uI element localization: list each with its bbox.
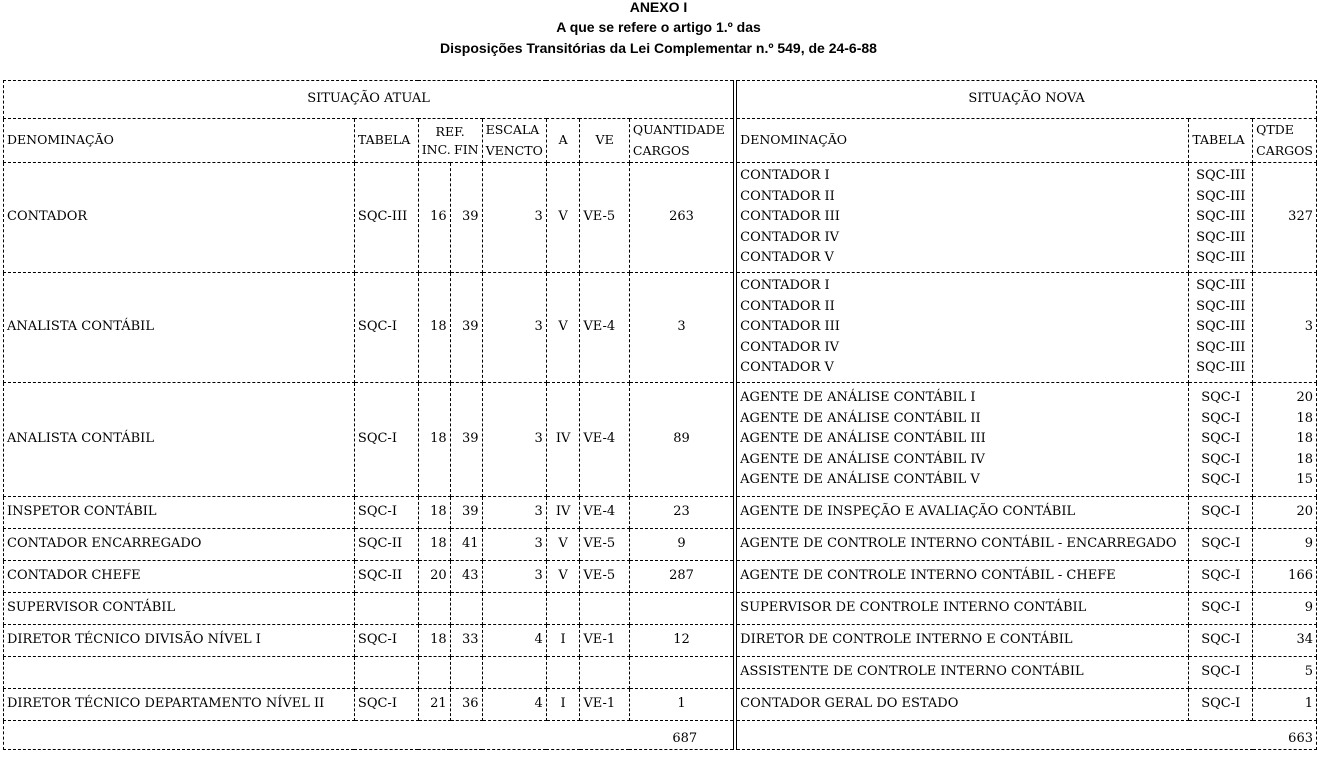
table-row [4, 497, 1317, 529]
cell-denominacao-nova [735, 273, 1189, 383]
cell-escala-vencto: 3 [482, 163, 546, 273]
cell-ve: VE-5 [580, 163, 630, 273]
cell-tabela-nova: SQC-I [1189, 497, 1253, 529]
col-escala-vencto [482, 119, 546, 163]
total-nova: 663 [735, 721, 1316, 750]
new-denominacao-item: CONTADOR IV [740, 339, 840, 355]
cell-denominacao-atual: CONTADOR ENCARREGADO [4, 529, 355, 561]
col-qtde-cargos [1253, 119, 1317, 163]
cell-ve: VE-5 [580, 529, 630, 561]
cell-qtde-nova: 34 [1253, 625, 1317, 657]
new-denominacao-item: AGENTE DE ANÁLISE CONTÁBIL II [740, 410, 981, 426]
col-cargos-nova: CARGOS [1256, 142, 1313, 158]
cell-ref-inc: 21 [418, 689, 450, 721]
cell-tabela-atual: SQC-III [354, 163, 418, 273]
new-tabela-item: SQC-III [1196, 168, 1246, 184]
new-tabela-item: SQC-III [1196, 298, 1246, 314]
cell-ref-inc: 18 [418, 529, 450, 561]
cell-tabela-atual: SQC-I [354, 273, 418, 383]
cell-qtde-nova [1253, 383, 1317, 497]
new-denominacao-item: AGENTE DE ANÁLISE CONTÁBIL I [740, 390, 976, 406]
col-quantidade: QUANTIDADE [632, 122, 725, 137]
col-tabela-atual: TABELA [354, 119, 418, 163]
cell-denominacao-atual: ANALISTA CONTÁBIL [4, 273, 355, 383]
new-denominacao-item: CONTADOR I [740, 168, 830, 184]
col-denominacao-nova: DENOMINAÇÃO [735, 119, 1189, 163]
cell-denominacao-atual: CONTADOR CHEFE [4, 561, 355, 593]
cell-quantidade: 12 [629, 625, 735, 657]
cell-tabela-nova: SQC-I [1189, 561, 1253, 593]
cell-ve: VE-4 [580, 383, 630, 497]
cell-tabela-atual: SQC-I [354, 689, 418, 721]
cell-quantidade: 287 [629, 561, 735, 593]
cell-tabela-nova [1189, 383, 1253, 497]
cell-tabela-atual: SQC-I [354, 497, 418, 529]
cell-escala-vencto: 3 [482, 497, 546, 529]
table-row [4, 593, 1317, 625]
cell-ref-fin: 33 [450, 625, 482, 657]
new-denominacao-item: CONTADOR I [740, 278, 830, 294]
new-qtde-item: 18 [1296, 431, 1313, 447]
cell-denominacao-atual: DIRETOR TÉCNICO DIVISÃO NÍVEL I [4, 625, 355, 657]
cell-tabela-nova: SQC-I [1189, 625, 1253, 657]
cell-escala-vencto: 4 [482, 625, 546, 657]
table-row [4, 383, 1317, 497]
new-denominacao-item: CONTADOR II [740, 298, 835, 314]
cell-qtde-nova: 20 [1253, 497, 1317, 529]
new-tabela-item: SQC-III [1196, 209, 1246, 225]
annex-subtitle: A que se refere o artigo 1.º das [556, 19, 761, 35]
total-atual: 687 [4, 721, 736, 750]
cell-ref-fin [450, 657, 482, 689]
col-tabela-nova: TABELA [1189, 119, 1253, 163]
cell-a: V [546, 529, 580, 561]
cell-ref-fin: 36 [450, 689, 482, 721]
cell-tabela-nova [1189, 163, 1253, 273]
new-denominacao-item: AGENTE DE ANÁLISE CONTÁBIL IV [740, 451, 985, 467]
new-denominacao-item: AGENTE DE ANÁLISE CONTÁBIL V [740, 472, 980, 488]
cell-tabela-atual: SQC-I [354, 383, 418, 497]
col-ref-label: REF. [435, 123, 465, 139]
cell-denominacao-nova: AGENTE DE CONTROLE INTERNO CONTÁBIL - CHEFE [735, 561, 1189, 593]
cell-tabela-nova: SQC-I [1189, 593, 1253, 625]
cell-qtde-nova: 327 [1253, 163, 1317, 273]
table-row [4, 529, 1317, 561]
cell-quantidade: 3 [629, 273, 735, 383]
cell-qtde-nova: 1 [1253, 689, 1317, 721]
new-qtde-item: 20 [1296, 390, 1313, 406]
new-tabela-item: SQC-III [1196, 360, 1246, 376]
cell-a: V [546, 273, 580, 383]
table-row [4, 273, 1317, 383]
table-row [4, 657, 1317, 689]
new-denominacao-item: CONTADOR V [740, 360, 834, 376]
cell-denominacao-nova: SUPERVISOR DE CONTROLE INTERNO CONTÁBIL [735, 593, 1189, 625]
cell-ref-inc [418, 657, 450, 689]
cell-ref-inc: 20 [418, 561, 450, 593]
cell-denominacao-nova [735, 383, 1189, 497]
new-denominacao-item: CONTADOR III [740, 209, 840, 225]
cell-tabela-atual: SQC-I [354, 625, 418, 657]
cell-denominacao-atual [4, 657, 355, 689]
cell-quantidade: 89 [629, 383, 735, 497]
col-denominacao-atual: DENOMINAÇÃO [4, 119, 355, 163]
cell-denominacao-nova: DIRETOR DE CONTROLE INTERNO E CONTÁBIL [735, 625, 1189, 657]
new-tabela-item: SQC-III [1196, 250, 1246, 266]
col-a: A [546, 119, 580, 163]
cell-tabela-nova [1189, 273, 1253, 383]
cell-qtde-nova: 9 [1253, 593, 1317, 625]
cell-qtde-nova: 5 [1253, 657, 1317, 689]
new-qtde-item: 18 [1296, 451, 1313, 467]
cell-ref-inc: 18 [418, 625, 450, 657]
cell-tabela-nova: SQC-I [1189, 657, 1253, 689]
col-ref-fin: FIN [454, 141, 479, 157]
new-denominacao-item: CONTADOR II [740, 188, 835, 204]
column-header-row [4, 119, 1317, 163]
cell-ve: VE-1 [580, 689, 630, 721]
cell-a: V [546, 163, 580, 273]
cell-qtde-nova: 166 [1253, 561, 1317, 593]
table-row [4, 561, 1317, 593]
new-denominacao-item: AGENTE DE ANÁLISE CONTÁBIL III [740, 431, 986, 447]
cell-a: IV [546, 497, 580, 529]
cell-denominacao-nova: ASSISTENTE DE CONTROLE INTERNO CONTÁBIL [735, 657, 1189, 689]
new-tabela-item: SQC-I [1201, 451, 1241, 467]
cell-denominacao-atual: DIRETOR TÉCNICO DEPARTAMENTO NÍVEL II [4, 689, 355, 721]
cell-a: I [546, 625, 580, 657]
annex-title: ANEXO I [629, 0, 688, 15]
new-tabela-item: SQC-I [1201, 472, 1241, 488]
cell-escala-vencto [482, 657, 546, 689]
cell-quantidade [629, 657, 735, 689]
cell-tabela-atual [354, 593, 418, 625]
cell-ve [580, 593, 630, 625]
table-row [4, 689, 1317, 721]
cell-tabela-atual: SQC-II [354, 561, 418, 593]
group-situacao-atual: SITUAÇÃO ATUAL [4, 81, 736, 119]
new-tabela-item: SQC-III [1196, 319, 1246, 335]
cell-quantidade: 263 [629, 163, 735, 273]
col-vencto: VENCTO [485, 142, 543, 158]
cell-quantidade [629, 593, 735, 625]
new-denominacao-item: CONTADOR IV [740, 229, 840, 245]
cell-ref-fin: 39 [450, 273, 482, 383]
col-ref-inc: INC. [421, 141, 451, 157]
cell-ref-fin: 39 [450, 383, 482, 497]
col-cargos-atual: CARGOS [632, 142, 690, 158]
cell-ve: VE-1 [580, 625, 630, 657]
cell-ref-inc: 18 [418, 383, 450, 497]
new-denominacao-item: CONTADOR III [740, 319, 840, 335]
table-row [4, 163, 1317, 273]
cell-ve [580, 657, 630, 689]
cell-ref-fin: 43 [450, 561, 482, 593]
cell-denominacao-nova: AGENTE DE INSPEÇÃO E AVALIAÇÃO CONTÁBIL [735, 497, 1189, 529]
group-situacao-nova: SITUAÇÃO NOVA [735, 81, 1316, 119]
cell-a: IV [546, 383, 580, 497]
col-ref [418, 119, 482, 163]
cell-a [546, 657, 580, 689]
cell-quantidade: 1 [629, 689, 735, 721]
cell-ref-inc: 18 [418, 273, 450, 383]
cell-a: V [546, 561, 580, 593]
cell-denominacao-atual: CONTADOR [4, 163, 355, 273]
new-tabela-item: SQC-III [1196, 278, 1246, 294]
cell-ref-inc [418, 593, 450, 625]
totals-row [4, 721, 1317, 750]
new-tabela-item: SQC-III [1196, 229, 1246, 245]
new-qtde-item: 15 [1296, 472, 1313, 488]
group-header-row [4, 81, 1317, 119]
new-tabela-item: SQC-I [1201, 431, 1241, 447]
new-qtde-item: 18 [1296, 410, 1313, 426]
col-qtde: QTDE [1256, 122, 1294, 137]
cell-qtde-nova: 9 [1253, 529, 1317, 561]
cell-ref-fin: 39 [450, 163, 482, 273]
cell-a: I [546, 689, 580, 721]
cell-ve: VE-5 [580, 561, 630, 593]
cell-ref-inc: 16 [418, 163, 450, 273]
cell-ve: VE-4 [580, 273, 630, 383]
cell-tabela-atual [354, 657, 418, 689]
cell-denominacao-nova: CONTADOR GERAL DO ESTADO [735, 689, 1189, 721]
cell-denominacao-atual: ANALISTA CONTÁBIL [4, 383, 355, 497]
cell-denominacao-atual: INSPETOR CONTÁBIL [4, 497, 355, 529]
cell-escala-vencto: 3 [482, 273, 546, 383]
cell-ve: VE-4 [580, 497, 630, 529]
cell-quantidade: 9 [629, 529, 735, 561]
cell-escala-vencto: 3 [482, 561, 546, 593]
cell-quantidade: 23 [629, 497, 735, 529]
col-quantidade-cargos [629, 119, 735, 163]
cell-escala-vencto: 3 [482, 383, 546, 497]
cell-denominacao-nova [735, 163, 1189, 273]
new-tabela-item: SQC-I [1201, 410, 1241, 426]
col-ve: VE [580, 119, 630, 163]
col-escala: ESCALA [485, 122, 540, 137]
cell-a [546, 593, 580, 625]
annex-law-reference: Disposições Transitórias da Lei Complementar n.º 549, de 24-6-88 [440, 40, 877, 56]
new-tabela-item: SQC-III [1196, 339, 1246, 355]
cell-escala-vencto: 4 [482, 689, 546, 721]
cell-ref-fin: 41 [450, 529, 482, 561]
positions-table [3, 80, 1317, 750]
cell-tabela-nova: SQC-I [1189, 689, 1253, 721]
cell-ref-inc: 18 [418, 497, 450, 529]
new-tabela-item: SQC-I [1201, 390, 1241, 406]
cell-escala-vencto: 3 [482, 529, 546, 561]
cell-tabela-nova: SQC-I [1189, 529, 1253, 561]
cell-tabela-atual: SQC-II [354, 529, 418, 561]
new-tabela-item: SQC-III [1196, 188, 1246, 204]
cell-ref-fin [450, 593, 482, 625]
cell-qtde-nova: 3 [1253, 273, 1317, 383]
cell-denominacao-nova: AGENTE DE CONTROLE INTERNO CONTÁBIL - ENCARREGADO [735, 529, 1189, 561]
cell-denominacao-atual: SUPERVISOR CONTÁBIL [4, 593, 355, 625]
cell-escala-vencto [482, 593, 546, 625]
new-denominacao-item: CONTADOR V [740, 250, 834, 266]
table-row [4, 625, 1317, 657]
cell-ref-fin: 39 [450, 497, 482, 529]
